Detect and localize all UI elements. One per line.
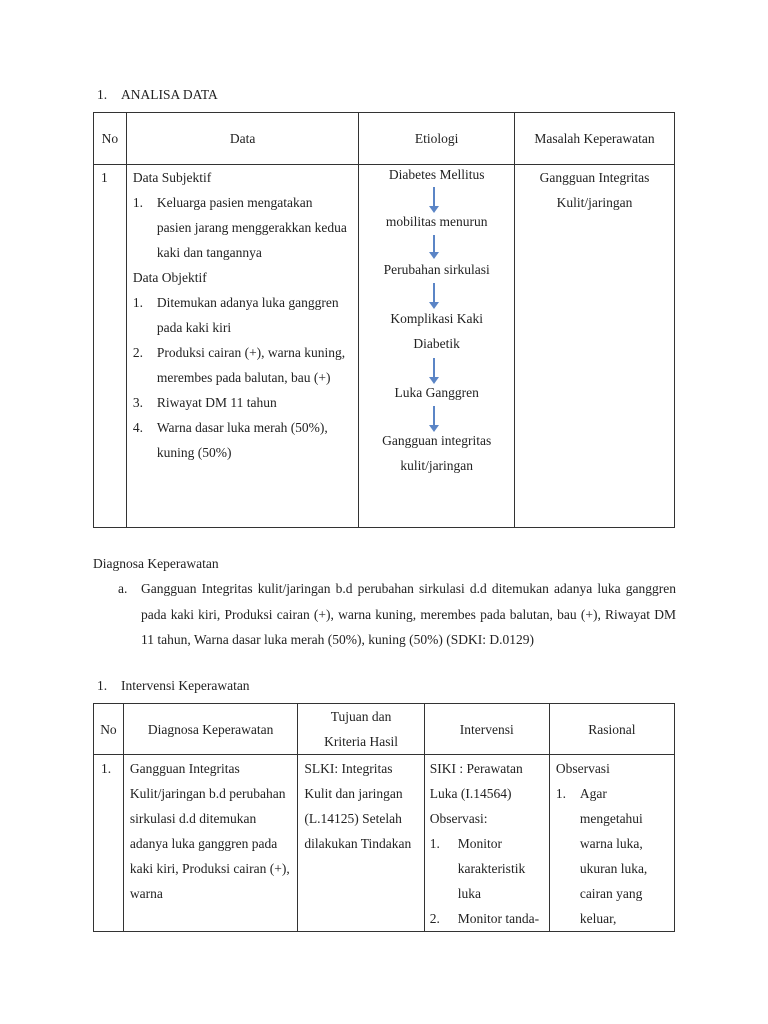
down-arrow-icon	[433, 358, 435, 378]
down-arrow-icon	[433, 283, 435, 303]
list-text: Monitor tanda-	[457, 911, 540, 926]
tujuan-cell: SLKI: Integritas Kulit dan jaringan (L.14125) Setelah dilakukan Tindakan	[298, 755, 424, 932]
masalah-cell: Gangguan Integritas Kulit/jaringan	[515, 165, 675, 528]
section-intervensi-heading	[97, 678, 250, 694]
list-text: Agar mengetahui warna luka, ukuran luka, cairan yang keluar,	[579, 786, 648, 926]
rasional-cell	[549, 755, 674, 932]
list-number: 1.	[132, 295, 143, 310]
list-number: 1.	[555, 786, 566, 801]
subjektif-list	[133, 190, 350, 265]
list-number: 1.	[132, 195, 143, 210]
etiologi-step-2: mobilitas menurun	[385, 214, 488, 229]
diagnosa-item-label: a.	[118, 581, 128, 596]
list-text: Ditemukan adanya luka ganggren pada kaki kiri	[156, 295, 339, 335]
etiologi-step-3: Perubahan sirkulasi	[383, 262, 490, 277]
list-text: Riwayat DM 11 tahun	[156, 395, 277, 410]
etiologi-flow	[359, 165, 514, 527]
down-arrow-icon	[433, 235, 435, 253]
etiologi-step-6a: Gangguan integritas	[382, 433, 492, 448]
list-text: Produksi cairan (+), warna kuning, merembes pada balutan, bau (+)	[156, 345, 346, 385]
list-text: Monitor karakteristik luka	[457, 836, 526, 901]
etiologi-step-5: Luka Ganggren	[394, 385, 479, 400]
list-item	[430, 906, 545, 931]
header-masalah: Masalah Keperawatan	[515, 113, 675, 165]
header-etiologi: Etiologi	[359, 113, 515, 165]
etiologi-step-4a: Komplikasi Kaki	[390, 311, 483, 326]
etiologi-cell	[359, 165, 515, 528]
down-arrow-icon	[433, 187, 435, 207]
header-no: No	[94, 113, 127, 165]
list-item	[133, 190, 350, 265]
etiologi-step-1: Diabetes Mellitus	[388, 167, 485, 182]
list-item	[556, 781, 668, 931]
list-item	[133, 290, 350, 340]
list-number: 4.	[132, 420, 143, 435]
section-title: Intervensi Keperawatan	[121, 678, 250, 693]
etiologi-step-4b: Diabetik	[413, 336, 460, 351]
section-analisa-heading	[97, 87, 218, 103]
table-row	[94, 755, 675, 932]
list-item	[133, 340, 350, 390]
objektif-list	[133, 290, 350, 465]
header-data: Data	[126, 113, 358, 165]
etiologi-step-6b: kulit/jaringan	[400, 458, 474, 473]
list-text: Warna dasar luka merah (50%), kuning (50%)	[156, 420, 328, 460]
section-title: ANALISA DATA	[121, 87, 218, 102]
diagnosa-title: Diagnosa Keperawatan	[93, 556, 219, 571]
list-item	[133, 415, 350, 465]
intervensi-list	[430, 831, 545, 931]
diagnosa-cell: Gangguan Integritas Kulit/jaringan b.d perubahan sirkulasi d.d ditemukan adanya luka ganggren pada kaki kiri, Produksi cairan (+), warna	[123, 755, 298, 932]
list-item	[133, 390, 350, 415]
list-number: 3.	[132, 395, 143, 410]
header-diagnosa: Diagnosa Keperawatan	[123, 704, 298, 755]
rasional-title: Observasi	[555, 761, 610, 776]
list-number: 2.	[132, 345, 143, 360]
table-header-row	[94, 113, 675, 165]
down-arrow-icon	[433, 406, 435, 426]
table-header-row	[94, 704, 675, 755]
section-number: 1.	[97, 87, 108, 102]
intervensi-title: SIKI : Perawatan Luka (I.14564)	[429, 761, 523, 801]
data-subjektif-title: Data Subjektif	[132, 170, 212, 185]
header-tujuan: Tujuan dan Kriteria Hasil	[298, 704, 424, 755]
data-cell	[126, 165, 358, 528]
rasional-list	[556, 781, 668, 931]
analisa-data-table	[93, 112, 675, 528]
row-no: 1	[94, 165, 127, 528]
data-objektif-title: Data Objektif	[132, 270, 207, 285]
row-no: 1.	[94, 755, 124, 932]
intervensi-cell	[424, 755, 549, 932]
list-number: 2.	[429, 911, 440, 926]
section-number: 1.	[97, 678, 108, 693]
header-intervensi: Intervensi	[424, 704, 549, 755]
diagnosa-item	[118, 576, 676, 653]
header-no: No	[94, 704, 124, 755]
list-text: Keluarga pasien mengatakan pasien jarang menggerakkan kedua kaki dan tangannya	[156, 195, 347, 260]
intervensi-sub: Observasi:	[429, 811, 488, 826]
list-number: 1.	[429, 836, 440, 851]
list-item	[430, 831, 545, 906]
diagnosa-item-text: Gangguan Integritas kulit/jaringan b.d perubahan sirkulasi d.d ditemukan adanya luka ganggren pada kaki kiri, Produksi cairan (+), warna kuning, merembes pada balutan, bau (+), Riwayat DM 11 tahun, Warna dasar luka merah (50%), kuning (50%) (SDKI: D.0129)	[141, 581, 676, 647]
intervensi-table	[93, 703, 675, 932]
header-rasional: Rasional	[549, 704, 674, 755]
table-row	[94, 165, 675, 528]
